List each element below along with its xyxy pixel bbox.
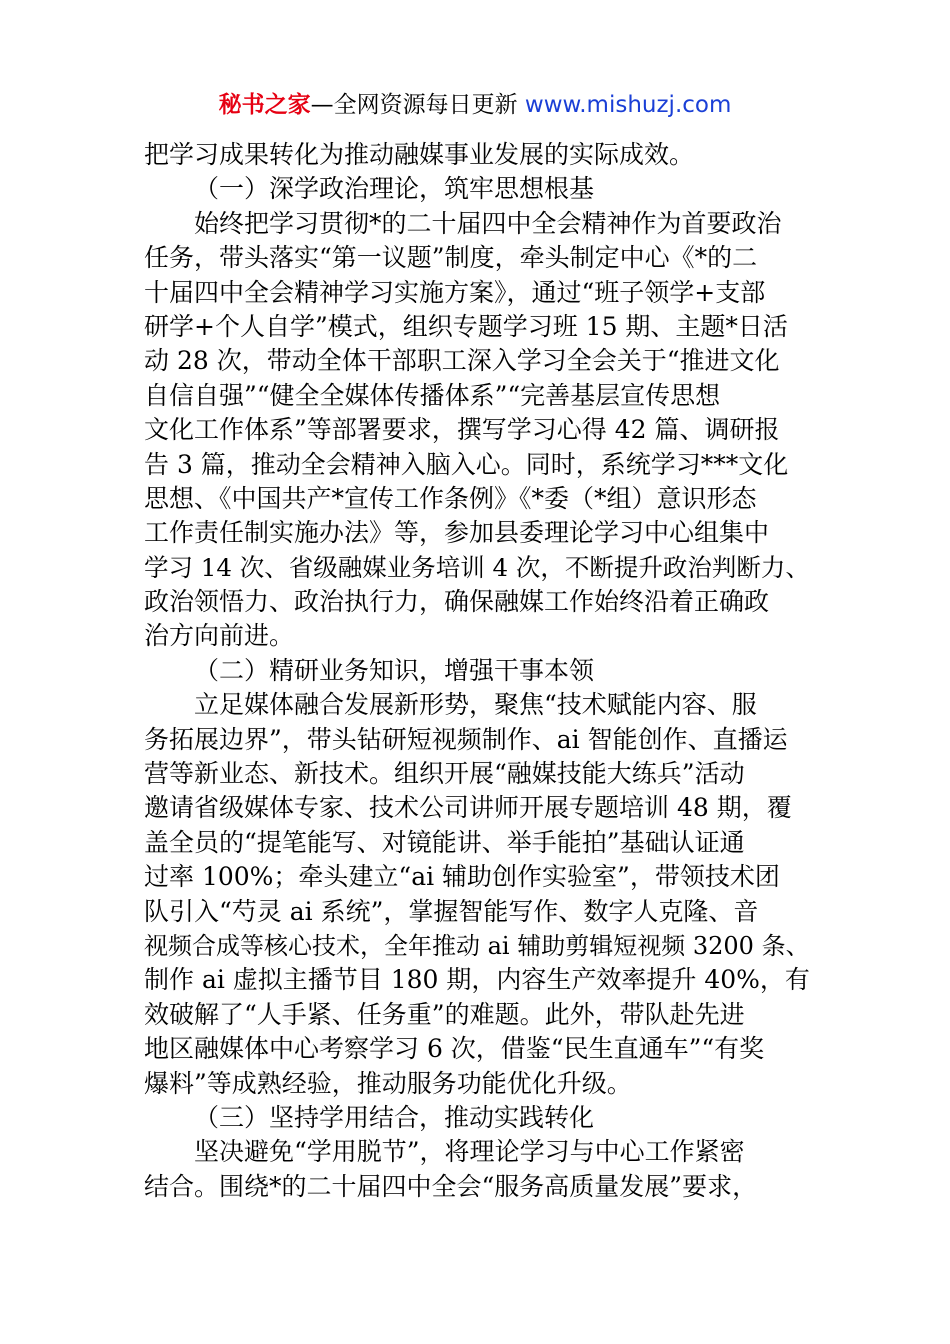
document-body [144,138,816,1204]
text-line: 盖全员的“提笔能写、对镜能讲、举手能拍”基础认证通 [144,827,745,857]
text-line: 营等新业态、新技术。组织开展“融媒技能大练兵”活动 [144,759,745,789]
text-line: 政治领悟力、政治执行力，确保融媒工作始终沿着正确政 [144,587,770,617]
text-line: 任务，带头落实“第一议题”制度，牵头制定中心《*的二 [144,243,758,273]
paragraph-first-line: 立足媒体融合发展新形势，聚焦“技术赋能内容、服 [194,690,757,720]
text-line: 制作 ai 虚拟主播节目 180 期，内容生产效率提升 40%，有 [144,965,810,995]
text-line: 效破解了“人手紧、任务重”的难题。此外，带队赴先进 [144,999,745,1029]
text-line: 视频合成等核心技术，全年推动 ai 辅助剪辑短视频 3200 条、 [144,931,810,960]
text-line: 研学+个人自学”模式，组织专题学习班 15 期、主题*日活 [144,311,788,341]
text-line: 治方向前进。 [144,621,295,651]
page-header [0,88,950,122]
header-tagline: —全网资源每日更新 [310,92,525,118]
section-heading: （三）坚持学用结合，推动实践转化 [194,1102,595,1132]
text-line: 动 28 次，带动全体干部职工深入学习全会关于“推进文化 [144,346,780,376]
text-line: 爆料”等成熟经验，推动服务功能优化升级。 [144,1068,632,1098]
text-line: 队引入“芍灵 ai 系统”，掌握智能写作、数字人克隆、音 [144,896,759,926]
text-line: 务拓展边界”，带头钻研短视频制作、ai 智能创作、直播运 [144,724,788,754]
text-line: 十届四中全会精神学习实施方案》，通过“班子领学+支部 [144,277,766,307]
paragraph-first-line: 坚决避免“学用脱节”，将理论学习与中心工作紧密 [194,1137,745,1167]
text-line: 文化工作体系”等部署要求，撰写学习心得 42 篇、调研报 [144,415,780,445]
text-line: 自信自强”“健全全媒体传播体系”“完善基层宣传思想 [144,380,721,410]
text-line: 结合。围绕*的二十届四中全会“服务高质量发展”要求， [144,1171,758,1201]
site-url-link[interactable]: www.mishuzj.com [524,92,732,118]
paragraph-first-line: 始终把学习贯彻*的二十届四中全会精神作为首要政治 [194,208,782,238]
text-line: 思想、《中国共产*宣传工作条例》《*委（*组）意识形态 [144,483,757,513]
text-line: 过率 100%；牵头建立“ai 辅助创作实验室”，带领技术团 [144,862,780,892]
text-line: 邀请省级媒体专家、技术公司讲师开展专题培训 48 期，覆 [144,793,792,823]
section-heading: （一）深学政治理论，筑牢思想根基 [194,174,595,204]
text-line: 告 3 篇，推动全会精神入脑入心。同时，系统学习***文化 [144,449,789,479]
text-line: 把学习成果转化为推动融媒事业发展的实际成效。 [144,140,695,169]
brand-name: 秘书之家 [218,92,311,118]
text-line: 工作责任制实施办法》等，参加县委理论学习中心组集中 [144,518,770,548]
text-line: 学习 14 次、省级融媒业务培训 4 次，不断提升政治判断力、 [144,552,810,582]
text-line: 地区融媒体中心考察学习 6 次，借鉴“民生直通车”“有奖 [144,1034,765,1064]
section-heading: （二）精研业务知识，增强干事本领 [194,655,595,685]
